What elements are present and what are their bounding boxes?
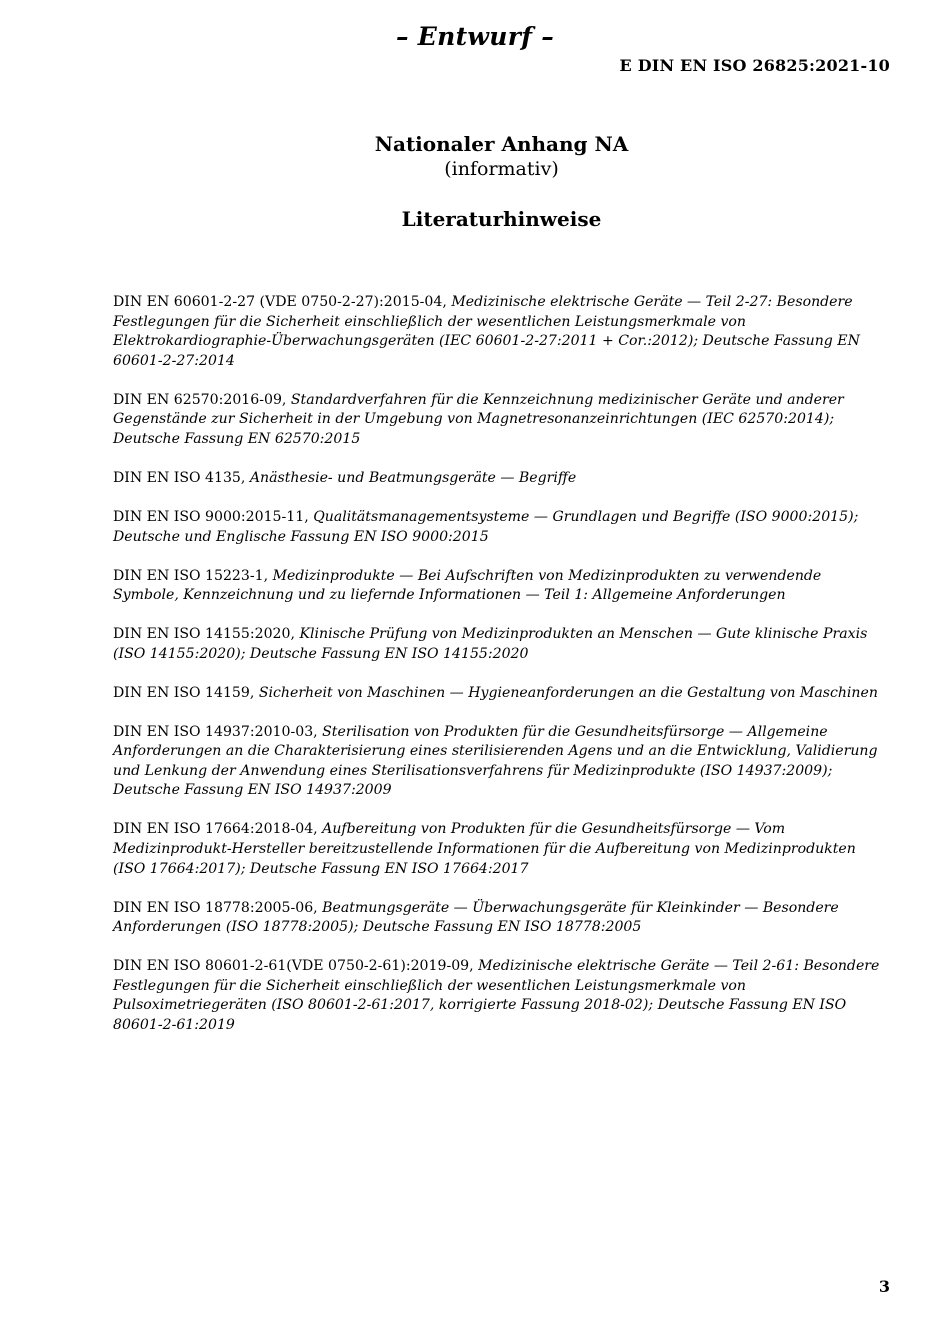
reference-number: DIN EN ISO 18778:2005-06, — [113, 899, 323, 916]
reference-number: DIN EN ISO 14159, — [113, 684, 259, 701]
reference-item — [113, 684, 888, 704]
reference-item — [113, 957, 888, 1035]
reference-item — [113, 820, 888, 879]
reference-item — [113, 469, 888, 489]
document-number: E DIN EN ISO 26825:2021-10 — [619, 56, 890, 75]
reference-number: DIN EN ISO 14937:2010-03, — [113, 723, 323, 740]
reference-title: Medizinprodukte — Bei Aufschriften von Medizinprodukten zu verwendende Symbole, Kennzeichnung und zu liefernde Informationen — Teil 1: Allgemeine Anforderungen — [113, 567, 822, 604]
reference-title: Qualitätsmanagementsysteme — Grundlagen und Begriffe (ISO 9000:2015); Deutsche und Englische Fassung EN ISO 9000:2015 — [113, 508, 859, 545]
page-number: 3 — [878, 1277, 890, 1296]
reference-item — [113, 508, 888, 547]
reference-title: Anästhesie- und Beatmungsgeräte — Begriffe — [249, 469, 577, 486]
reference-number: DIN EN 62570:2016-09, — [113, 391, 291, 408]
reference-number: DIN EN ISO 4135, — [113, 469, 250, 486]
reference-title: Sterilisation von Produkten für die Gesundheitsfürsorge — Allgemeine Anforderungen an die Charakterisierung eines sterilisierenden Agens und an die Entwicklung, Validierung und Lenkung der Anwendung eines Sterilisationsverfahrens für Medizinprodukte (ISO 14937:2009); Deutsche Fassung EN ISO 14937:2009 — [113, 723, 878, 799]
reference-number: DIN EN ISO 9000:2015-11, — [113, 508, 314, 525]
annex-subtitle: (informativ) — [444, 158, 559, 180]
reference-number: DIN EN 60601-2-27 (VDE 0750-2-27):2015-04, — [113, 294, 452, 310]
reference-title: Medizinische elektrische Geräte — Teil 2-27: Besondere Festlegungen für die Sicherheit einschließlich der wesentlichen Leistungsmerkmale von Elektrokardiographie-Überwachungsgeräten (IEC 60601-2-27:2011 + Cor.:2012); Deutsche Fassung EN 60601-2-27:2014 — [113, 294, 860, 369]
annex-title: Nationaler Anhang NA — [374, 132, 629, 156]
reference-number: DIN EN ISO 15223-1, — [113, 567, 273, 584]
reference-list — [113, 293, 888, 1055]
reference-item — [113, 567, 888, 606]
reference-item — [113, 899, 888, 938]
reference-number: DIN EN ISO 80601-2-61(VDE 0750-2-61):2019-09, — [113, 958, 479, 975]
reference-item — [113, 391, 888, 450]
reference-item — [113, 625, 888, 664]
reference-number: DIN EN ISO 17664:2018-04, — [113, 821, 323, 838]
section-title: Literaturhinweise — [401, 207, 602, 231]
reference-number: DIN EN ISO 14155:2020, — [113, 626, 300, 643]
reference-title: Standardverfahren für die Kennzeichnung medizinischer Geräte und anderer Gegenstände zur Sicherheit in der Umgebung von Magnetresonanzeinrichtungen (IEC 62570:2014); Deutsche Fassung EN 62570:2015 — [113, 391, 844, 447]
draft-label: – Entwurf – — [395, 22, 555, 51]
reference-item — [113, 723, 888, 801]
reference-item — [113, 293, 888, 371]
reference-title: Beatmungsgeräte — Überwachungsgeräte für Kleinkinder — Besondere Anforderungen (ISO 18778:2005); Deutsche Fassung EN ISO 18778:2005 — [113, 899, 839, 936]
reference-title: Aufbereitung von Produkten für die Gesundheitsfürsorge — Vom Medizinprodukt-Hersteller bereitzustellende Informationen für die Aufbereitung von Medizinprodukten (ISO 17664:2017); Deutsche Fassung EN ISO 17664:2017 — [113, 821, 856, 877]
reference-title: Klinische Prüfung von Medizinprodukten an Menschen — Gute klinische Praxis (ISO 14155:2020); Deutsche Fassung EN ISO 14155:2020 — [113, 626, 868, 662]
reference-title: Medizinische elektrische Geräte — Teil 2-61: Besondere Festlegungen für die Sicherheit einschließlich der wesentlichen Leistungsmerkmale von Pulsoximetriegeräten (ISO 80601-2-61:2017, korrigierte Fassung 2018-02); Deutsche Fassung EN ISO 80601-2-61:2019 — [113, 958, 880, 1033]
reference-title: Sicherheit von Maschinen — Hygieneanforderungen an die Gestaltung von Maschinen — [258, 684, 878, 701]
